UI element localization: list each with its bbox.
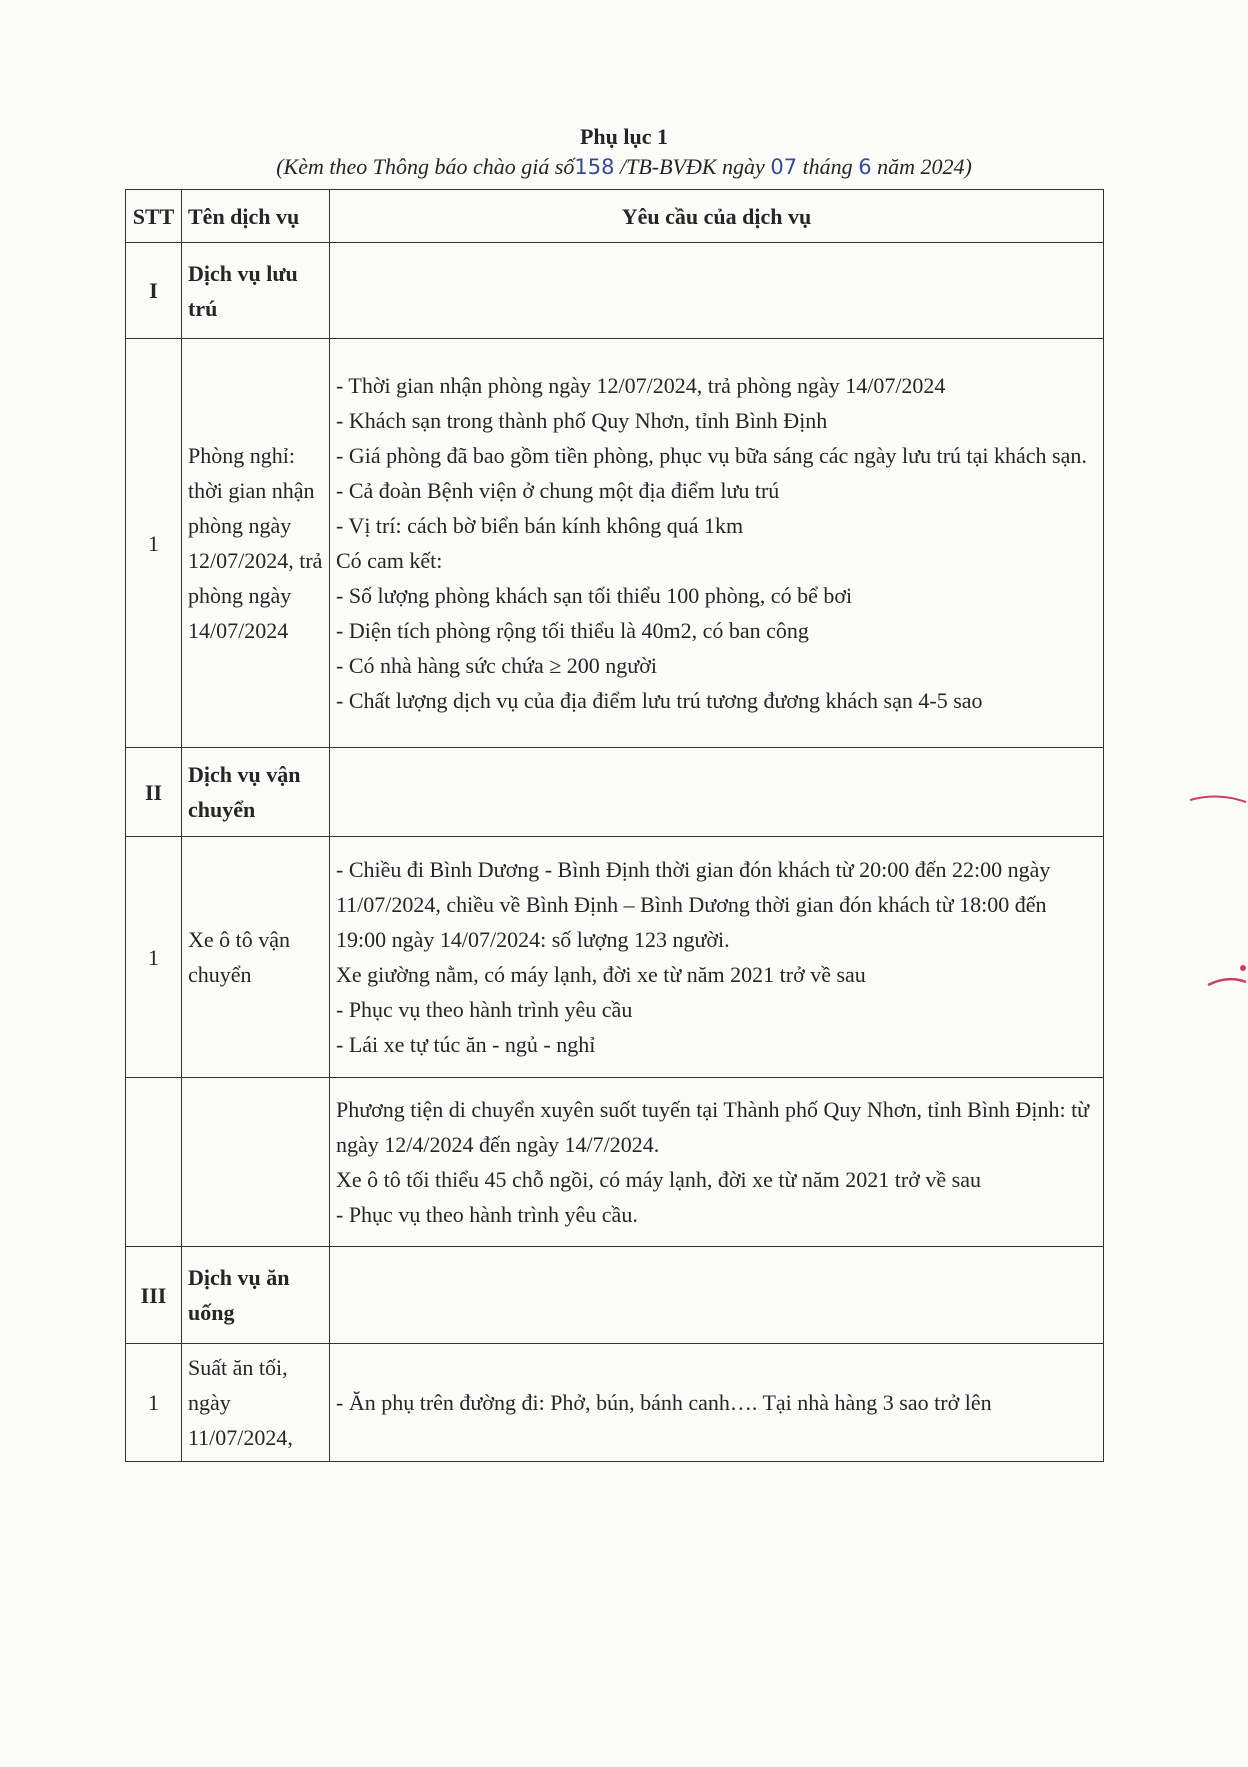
section-requirement	[330, 748, 1104, 837]
subtitle-prefix: (Kèm theo Thông báo chào giá số	[276, 154, 575, 179]
requirement-line: Xe ô tô tối thiểu 45 chỗ ngồi, có máy lạnh, đời xe từ năm 2021 trở về sau	[336, 1167, 981, 1192]
requirement-line: - Chất lượng dịch vụ của địa điểm lưu trú tương đương khách sạn 4-5 sao	[336, 688, 983, 713]
col-requirement-header: Yêu cầu của dịch vụ	[330, 190, 1104, 243]
section-requirement	[330, 1247, 1104, 1344]
section-requirement	[330, 243, 1104, 339]
requirement-line: - Có nhà hàng sức chứa ≥ 200 người	[336, 653, 657, 678]
service-name: Xe ô tô vận chuyển	[182, 837, 330, 1078]
table-row	[126, 339, 1104, 748]
requirement-line: - Diện tích phòng rộng tối thiểu là 40m2, có ban công	[336, 618, 809, 643]
page-title: Phụ lục 1	[579, 124, 669, 149]
service-name: Suất ăn tối, ngày 11/07/2024,	[182, 1344, 330, 1462]
requirement-line: - Phục vụ theo hành trình yêu cầu	[336, 997, 633, 1022]
subtitle-mid2: tháng	[802, 154, 853, 179]
requirement-line: - Lái xe tự túc ăn - ngủ - nghỉ	[336, 1032, 596, 1057]
service-name: Phòng nghỉ: thời gian nhận phòng ngày 12/07/2024, trả phòng ngày 14/07/2024	[182, 339, 330, 748]
requirement-line: - Khách sạn trong thành phố Quy Nhơn, tỉnh Bình Định	[336, 408, 828, 433]
requirement-line: Xe giường nằm, có máy lạnh, đời xe từ năm 2021 trở về sau	[336, 962, 866, 987]
row-number: 1	[126, 339, 182, 748]
requirement-line: - Giá phòng đã bao gồm tiền phòng, phục vụ bữa sáng các ngày lưu trú tại khách sạn.	[336, 443, 1087, 468]
requirement-line: Có cam kết:	[336, 548, 443, 573]
row-number: 1	[126, 837, 182, 1078]
notice-day: 07	[770, 155, 798, 179]
subtitle-suffix: năm 2024)	[877, 154, 972, 179]
notice-month: 6	[858, 155, 872, 179]
requirement-line: - Phục vụ theo hành trình yêu cầu.	[336, 1202, 638, 1227]
table-row	[126, 837, 1104, 1078]
section-name: Dịch vụ ăn uống	[182, 1247, 330, 1344]
section-row	[126, 243, 1104, 339]
section-name: Dịch vụ vận chuyển	[182, 748, 330, 837]
requirement-line: - Ăn phụ trên đường đi: Phở, bún, bánh canh…. Tại nhà hàng 3 sao trở lên	[336, 1390, 992, 1415]
col-stt-header: STT	[126, 190, 182, 243]
table-header-row	[126, 190, 1104, 243]
section-row	[126, 748, 1104, 837]
section-row	[126, 1247, 1104, 1344]
subtitle-mid1: /TB-BVĐK ngày	[620, 154, 765, 179]
requirement-line: - Số lượng phòng khách sạn tối thiểu 100 phòng, có bể bơi	[336, 583, 853, 608]
service-requirement	[330, 1344, 1104, 1462]
requirement-line: Phương tiện di chuyển xuyên suốt tuyến tại Thành phố Quy Nhơn, tỉnh Bình Định: từ ngày 12/4/2024 đến ngày 14/7/2024.	[336, 1097, 1090, 1157]
table-row	[126, 1078, 1104, 1247]
service-name	[182, 1078, 330, 1247]
section-number: II	[126, 748, 182, 837]
notice-number: 158	[574, 155, 615, 179]
service-requirement	[330, 339, 1104, 748]
row-number	[126, 1078, 182, 1247]
table-row	[126, 1344, 1104, 1462]
service-table	[125, 189, 1104, 1462]
service-requirement	[330, 837, 1104, 1078]
requirement-line: - Chiều đi Bình Dương - Bình Định thời gian đón khách từ 20:00 đến 22:00 ngày 11/07/2024, chiều về Bình Định – Bình Dương thời gian đón khách từ 18:00 đến 19:00 ngày 14/07/2024: số lượng 123 người.	[336, 857, 1051, 952]
requirement-line: - Cả đoàn Bệnh viện ở chung một địa điểm lưu trú	[336, 478, 780, 503]
service-requirement	[330, 1078, 1104, 1247]
col-name-header: Tên dịch vụ	[182, 190, 330, 243]
page-subtitle	[0, 154, 1248, 180]
requirement-line: - Thời gian nhận phòng ngày 12/07/2024, trả phòng ngày 14/07/2024	[336, 373, 946, 398]
row-number: 1	[126, 1344, 182, 1462]
section-number: I	[126, 243, 182, 339]
section-name: Dịch vụ lưu trú	[182, 243, 330, 339]
requirement-line: - Vị trí: cách bờ biển bán kính không quá 1km	[336, 513, 744, 538]
stamp-edge-mark	[1188, 790, 1248, 1020]
section-number: III	[126, 1247, 182, 1344]
